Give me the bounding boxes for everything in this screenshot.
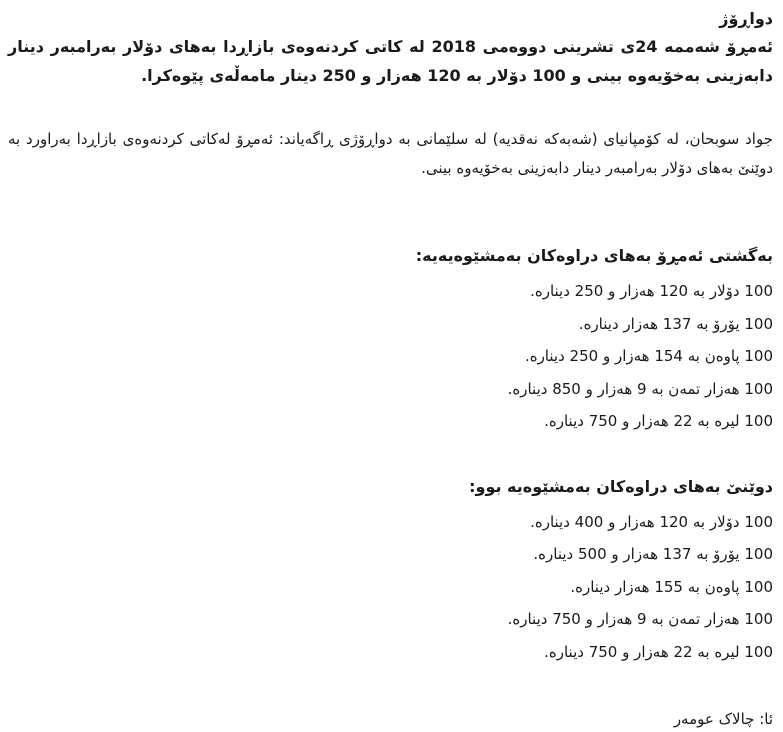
rate-item-eur: 100 یۆرۆ بە 137 هەزار و 500 دینارە. xyxy=(533,545,773,563)
author-credit: ئا: چالاک عومەر xyxy=(673,710,773,728)
rate-item-usd: 100 دۆلار بە 120 هەزار و 250 دینارە. xyxy=(530,282,773,300)
rate-item-try: 100 لیرە بە 22 هەزار و 750 دینارە. xyxy=(544,642,773,661)
rate-item-eur: 100 یۆرۆ بە 137 هەزار دینارە. xyxy=(578,314,773,333)
yesterday-rates-section xyxy=(8,474,773,669)
rate-item-gbp: 100 پاوەن بە 154 هەزار و 250 دینارە. xyxy=(524,347,773,365)
yesterday-rates-heading: دوێنێ بەهای دراوەکان بەمشێوەیە بوو: xyxy=(469,476,773,496)
rate-item-irr: 100 هەزار تمەن بە 9 هەزار و 850 دینارە. xyxy=(507,379,773,398)
yesterday-rates-list xyxy=(8,506,773,669)
article-intro: جواد سوبحان، لە کۆمپانیای (شەبەکە نەقدیە) لە سلێمانی بە دواڕۆژی ڕاگەیاند: ئەمڕۆ لەکاتی کردنەوەی بازاڕدا بەراورد بە دوێنێ بەهای دۆلار بەرامبەر دینار دابەزینی بەخۆیەوە بینی. xyxy=(8,130,773,177)
rate-item-usd: 100 دۆلار بە 120 هەزار و 400 دینارە. xyxy=(530,512,773,531)
rate-item-try: 100 لیرە بە 22 هەزار و 750 دینارە. xyxy=(544,412,773,430)
today-rates-heading: بەگشتی ئەمڕۆ بەهای دراوەکان بەمشێوەیەیە: xyxy=(415,246,773,265)
article-lead: ئەمڕۆ شەممە 24ی تشرینی دووەمی 2018 لە کاتی کردنەوەی بازاڕدا بەهای دۆلار بەرامبەر دینار دابەزینی بەخۆیەوە بینی و 100 دۆلار بە 120 هەزار و 250 دینار مامەڵەی پێوەکرا. xyxy=(8,37,774,85)
today-rates-list xyxy=(8,275,773,438)
rate-item-irr: 100 هەزار تمەن بە 9 هەزار و 750 دینارە. xyxy=(507,610,773,628)
rate-item-gbp: 100 پاوەن بە 155 هەزار دینارە. xyxy=(570,577,773,596)
article-title: دواڕۆژ xyxy=(719,9,773,28)
today-rates-section xyxy=(8,243,773,438)
